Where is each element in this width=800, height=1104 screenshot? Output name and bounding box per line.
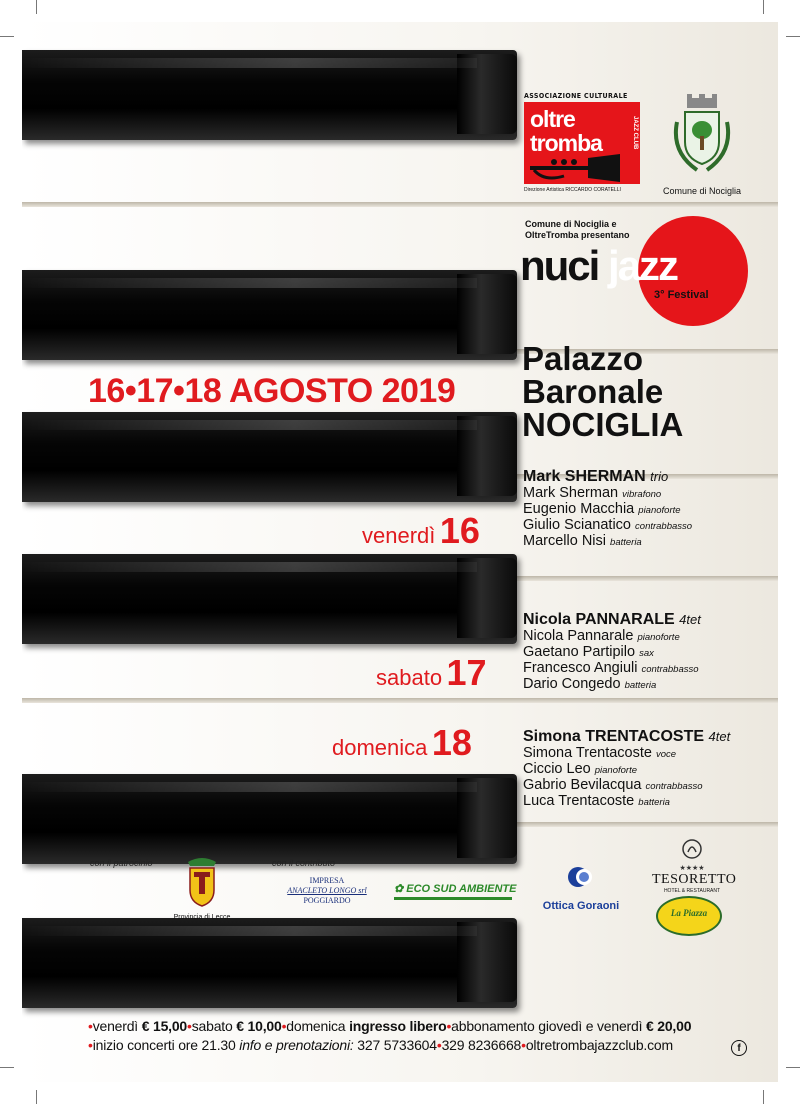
black-piano-key bbox=[22, 774, 517, 864]
member-name: Gabrio Bevilacqua bbox=[523, 777, 642, 793]
crop-mark bbox=[36, 1090, 37, 1104]
contributo-label: con il contributo bbox=[272, 858, 336, 868]
member-name: Giulio Scianatico bbox=[523, 517, 631, 533]
member-name: Nicola Pannarale bbox=[523, 628, 634, 644]
band-formation: 4tet bbox=[708, 729, 731, 744]
black-piano-key bbox=[22, 270, 517, 360]
concert-lineup-1 bbox=[523, 468, 692, 550]
logo-jazz-club: JAZZ CLUB bbox=[632, 116, 638, 150]
start-time: inizio concerti ore 21.30 bbox=[92, 1037, 236, 1053]
crop-mark bbox=[786, 36, 800, 37]
stars-icon: ★★★★ bbox=[679, 864, 705, 872]
crop-mark bbox=[786, 1067, 800, 1068]
website-link[interactable]: oltretrombajazzclub.com bbox=[525, 1037, 673, 1053]
concert-lineup-2 bbox=[523, 611, 701, 693]
band-leader: Simona TRENTACOSTE bbox=[523, 728, 705, 745]
crop-mark bbox=[0, 1067, 14, 1068]
coat-of-arms-icon bbox=[667, 92, 737, 180]
concert-day-1 bbox=[362, 510, 480, 552]
member-name: Eugenio Macchia bbox=[523, 501, 635, 517]
member-name: Simona Trentacoste bbox=[523, 745, 652, 761]
crop-mark bbox=[0, 36, 14, 37]
venue-line-3: NOCIGLIA bbox=[522, 406, 684, 443]
price-fri-label: venerdì bbox=[92, 1018, 138, 1034]
trumpet-icon bbox=[524, 154, 640, 184]
member-instrument: pianoforte bbox=[594, 765, 637, 776]
artistic-direction: Direzione Artistica RICCARDO CORATELLI bbox=[524, 187, 621, 193]
price-sat-label: sabato bbox=[191, 1018, 233, 1034]
price-sat: € 10,00 bbox=[236, 1018, 282, 1034]
member-name: Dario Congedo bbox=[523, 676, 621, 692]
tesoretto-logo bbox=[652, 838, 737, 894]
facebook-icon[interactable]: f bbox=[731, 1040, 747, 1056]
phone-2[interactable]: 329 8236668 bbox=[441, 1037, 522, 1053]
member-instrument: pianoforte bbox=[637, 632, 680, 643]
crop-mark bbox=[763, 1090, 764, 1104]
venue-line-1: Palazzo bbox=[522, 340, 644, 377]
concert-day-2 bbox=[376, 652, 487, 694]
subscription-label: abbonamento giovedì e venerdì bbox=[451, 1018, 643, 1034]
tesoretto-emblem-icon bbox=[681, 838, 703, 860]
price-sun: ingresso libero bbox=[349, 1018, 447, 1034]
ottica-emblem-icon bbox=[566, 862, 596, 892]
crop-mark bbox=[36, 0, 37, 14]
impresa-logo bbox=[272, 876, 382, 906]
piazza-logo bbox=[656, 896, 722, 936]
presents-line-1: Comune di Nociglia e bbox=[525, 219, 617, 229]
ecosud-logo bbox=[394, 882, 517, 900]
provincia-logo bbox=[170, 856, 234, 921]
impresa-line-1: IMPRESA bbox=[309, 876, 345, 885]
member-instrument: contrabbasso bbox=[645, 781, 703, 792]
concert-day-3 bbox=[332, 722, 472, 764]
band-formation: 4tet bbox=[679, 612, 701, 627]
booking-label: info e prenotazioni: bbox=[239, 1037, 354, 1053]
band-leader: Nicola PANNARALE bbox=[523, 611, 675, 628]
festival-dates: 16•17•18 AGOSTO 2019 bbox=[88, 372, 456, 410]
comune-logo bbox=[656, 92, 748, 196]
prices-line: •venerdì € 15,00•sabato € 10,00•domenica ingresso libero•abbonamento giovedì e venerdì € 20,00 bbox=[88, 1018, 692, 1034]
ottica-name: Ottica Goraoni bbox=[542, 900, 620, 912]
impresa-line-3: POGGIARDO bbox=[303, 896, 351, 905]
booking-line: •inizio concerti ore 21.30 info e prenotazioni: 327 5733604•329 8236668•oltretrombajazzclub.com bbox=[88, 1037, 673, 1053]
ecosud-name: ECO SUD AMBIENTE bbox=[406, 883, 517, 895]
band-formation: trio bbox=[650, 469, 669, 484]
subscription-price: € 20,00 bbox=[645, 1018, 692, 1034]
member-instrument: batteria bbox=[610, 537, 642, 548]
member-instrument: batteria bbox=[624, 680, 657, 691]
day-number: 18 bbox=[431, 722, 472, 763]
presents-text bbox=[525, 219, 630, 241]
provincia-name: Provincia di Lecce bbox=[173, 914, 231, 921]
member-instrument: voce bbox=[656, 749, 677, 760]
black-piano-key bbox=[22, 50, 517, 140]
member-name: Francesco Angiuli bbox=[523, 660, 638, 676]
oltretromba-logo bbox=[524, 92, 640, 196]
phone-1[interactable]: 327 5733604 bbox=[357, 1037, 437, 1053]
day-number: 16 bbox=[439, 510, 480, 551]
day-name: sabato bbox=[376, 665, 443, 690]
crop-mark bbox=[763, 0, 764, 14]
member-name: Ciccio Leo bbox=[523, 761, 591, 777]
price-sun-label: domenica bbox=[286, 1018, 346, 1034]
festival-name-jazz: jazz bbox=[608, 242, 678, 289]
member-name: Marcello Nisi bbox=[523, 533, 606, 549]
presents-line-2: OltreTromba presentano bbox=[525, 230, 630, 240]
day-number: 17 bbox=[446, 652, 487, 693]
venue-line-2: Baronale bbox=[522, 373, 664, 410]
logo-word-tromba: tromba bbox=[530, 130, 602, 156]
venue bbox=[522, 342, 683, 441]
tesoretto-name: TESORETTO bbox=[652, 872, 737, 887]
member-instrument: batteria bbox=[638, 797, 670, 808]
member-name: Gaetano Partipilo bbox=[523, 644, 636, 660]
member-instrument: sax bbox=[639, 648, 654, 659]
impresa-line-2: ANACLETO LONGO srl bbox=[287, 886, 367, 895]
black-piano-key bbox=[22, 918, 517, 1008]
band-leader: Mark SHERMAN bbox=[523, 468, 646, 485]
association-label: ASSOCIAZIONE CULTURALE bbox=[524, 92, 628, 100]
member-name: Mark Sherman bbox=[523, 485, 619, 501]
day-name: venerdì bbox=[362, 523, 436, 548]
patrocinio-label: con il patrocinio bbox=[90, 858, 153, 868]
member-name: Luca Trentacoste bbox=[523, 793, 635, 809]
black-piano-key bbox=[22, 554, 517, 644]
member-instrument: contrabbasso bbox=[635, 521, 693, 532]
black-piano-key bbox=[22, 412, 517, 502]
festival-name-nuci: nuci bbox=[520, 242, 599, 289]
oltretromba-logo-box bbox=[524, 102, 640, 184]
ottica-logo bbox=[532, 862, 630, 912]
festival-edition: 3° Festival bbox=[654, 289, 709, 301]
piazza-name: La Piazza bbox=[670, 908, 708, 918]
price-fri: € 15,00 bbox=[141, 1018, 188, 1034]
logo-word-oltre: oltre bbox=[530, 106, 575, 132]
day-name: domenica bbox=[332, 735, 428, 760]
member-instrument: vibrafono bbox=[622, 489, 662, 500]
leaf-icon: ✿ bbox=[394, 883, 404, 895]
member-instrument: contrabbasso bbox=[641, 664, 699, 675]
member-instrument: pianoforte bbox=[638, 505, 681, 516]
concert-lineup-3 bbox=[523, 728, 730, 810]
comune-name: Comune di Nociglia bbox=[662, 186, 742, 196]
tesoretto-subtitle: HOTEL & RESTAURANT bbox=[663, 888, 721, 894]
provincia-crest-icon bbox=[180, 856, 224, 908]
